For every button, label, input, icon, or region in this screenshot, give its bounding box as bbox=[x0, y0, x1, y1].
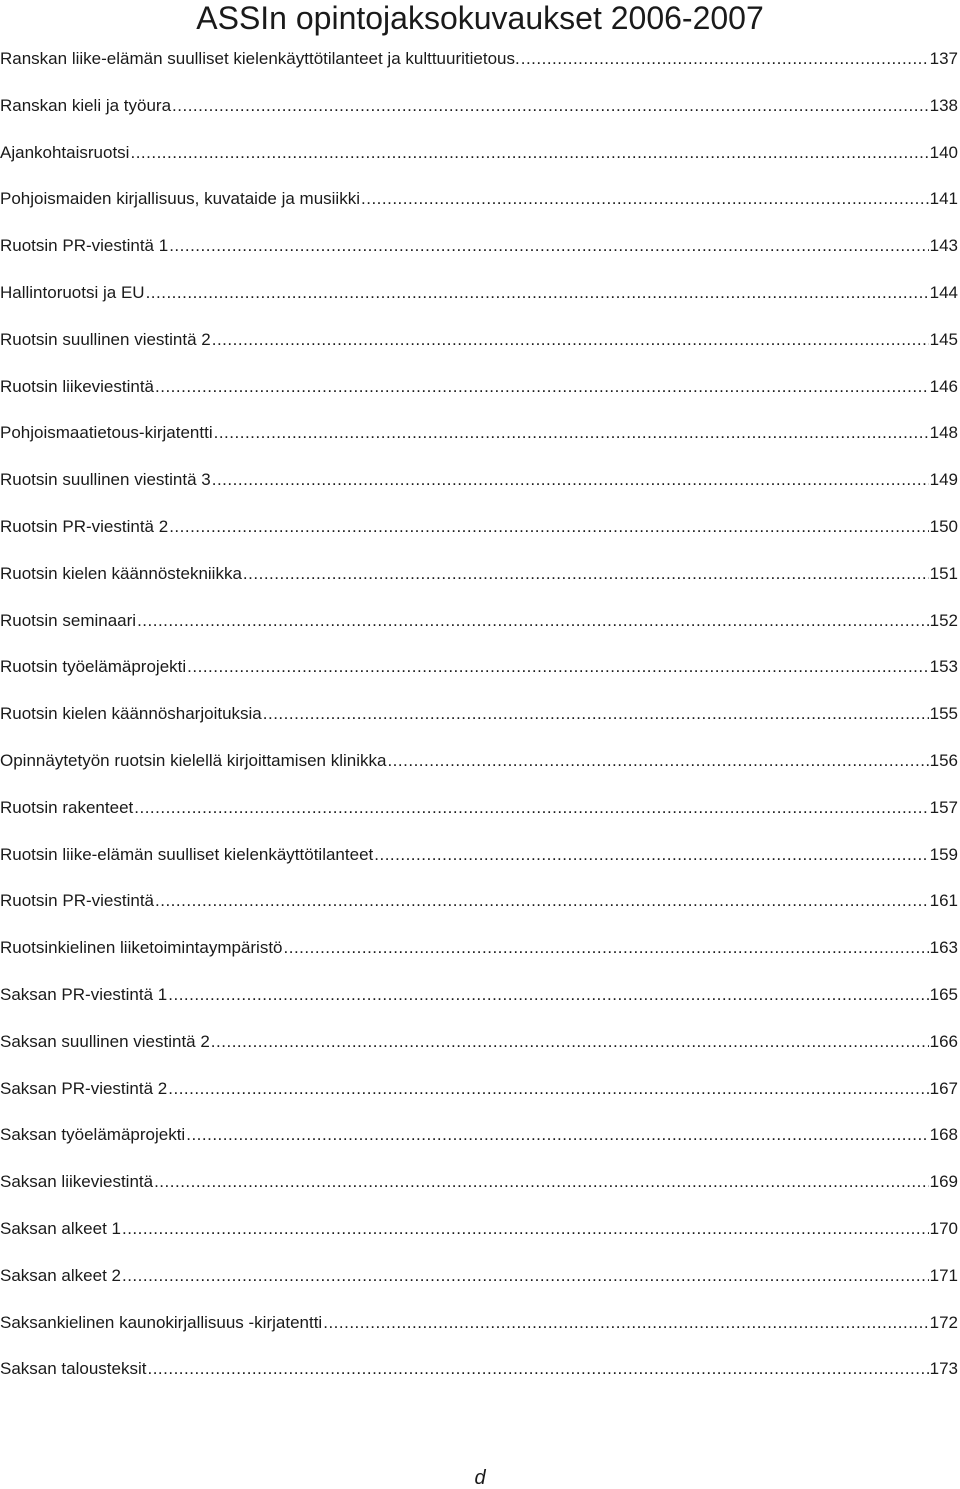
dot-leader bbox=[168, 982, 928, 1008]
toc-entry[interactable] bbox=[0, 654, 958, 701]
dot-leader bbox=[137, 608, 929, 634]
dot-leader bbox=[521, 46, 929, 72]
dot-leader bbox=[374, 842, 928, 868]
toc-entry[interactable] bbox=[0, 1029, 958, 1076]
toc-entry-page: 152 bbox=[929, 610, 958, 630]
toc-entry-title: Ruotsin liikeviestintä bbox=[0, 376, 155, 396]
toc-entry-title: Ruotsin työelämäprojekti bbox=[0, 657, 187, 677]
toc-entry-title: Pohjoismaatietous-kirjatentti bbox=[0, 423, 213, 443]
toc-entry-page: 145 bbox=[929, 329, 958, 349]
dot-leader bbox=[263, 701, 929, 727]
toc-entry-page: 137 bbox=[929, 49, 958, 68]
toc-entry-title: Saksan liikeviestintä bbox=[0, 1172, 154, 1192]
toc-entry-page: 151 bbox=[929, 563, 958, 583]
toc-entry-title: Ruotsin kielen käännösharjoituksia bbox=[0, 704, 262, 724]
toc-entry-title: Ajankohtaisruotsi bbox=[0, 142, 130, 162]
toc-entry-title: Saksan alkeet 2 bbox=[0, 1265, 121, 1285]
toc-entry-title: Ruotsin rakenteet bbox=[0, 797, 134, 817]
toc-entry[interactable] bbox=[0, 701, 958, 748]
toc-entry-page: 153 bbox=[929, 657, 958, 677]
toc-entry[interactable] bbox=[0, 795, 958, 842]
toc-entry-title: Saksan PR-viestintä 2 bbox=[0, 1078, 168, 1098]
toc-entry-page: 146 bbox=[929, 376, 958, 396]
dot-leader bbox=[130, 140, 928, 166]
toc-entry[interactable] bbox=[0, 420, 958, 467]
toc-entry-page: 155 bbox=[929, 704, 958, 724]
toc-entry-page: 168 bbox=[929, 1125, 958, 1145]
toc-entry-page: 144 bbox=[929, 282, 958, 302]
dot-leader bbox=[147, 1356, 928, 1382]
dot-leader bbox=[186, 1122, 928, 1148]
toc-entry-page: 143 bbox=[929, 236, 958, 256]
toc-entry-page: 163 bbox=[929, 938, 958, 958]
dot-leader bbox=[154, 1169, 929, 1195]
toc-entry-page: 173 bbox=[929, 1359, 958, 1379]
toc-entry-title: Ruotsin liike-elämän suulliset kielenkäyttötilanteet bbox=[0, 844, 374, 864]
toc-entry[interactable] bbox=[0, 1076, 958, 1123]
toc-entry[interactable] bbox=[0, 1310, 958, 1357]
toc-entry-title: Saksankielinen kaunokirjallisuus -kirjatentti bbox=[0, 1312, 323, 1332]
toc-entry-title: Ruotsin kielen käännöstekniikka bbox=[0, 563, 242, 583]
dot-leader bbox=[122, 1216, 929, 1242]
table-of-contents bbox=[0, 46, 958, 1403]
toc-entry-title: Ruotsin suullinen viestintä 2 bbox=[0, 329, 211, 349]
toc-entry-page: 161 bbox=[929, 891, 958, 911]
toc-entry-title: Ranskan liike-elämän suulliset kielenkäyttötilanteet ja kulttuuritietous. bbox=[0, 49, 520, 68]
dot-leader bbox=[122, 1263, 929, 1289]
dot-leader bbox=[212, 467, 929, 493]
toc-entry-page: 171 bbox=[929, 1265, 958, 1285]
toc-entry[interactable] bbox=[0, 888, 958, 935]
toc-entry-title: Opinnäytetyön ruotsin kielellä kirjoittamisen klinikka bbox=[0, 750, 387, 770]
toc-entry-title: Saksan työelämäprojekti bbox=[0, 1125, 186, 1145]
toc-entry-title: Hallintoruotsi ja EU bbox=[0, 282, 145, 302]
toc-entry-page: 138 bbox=[929, 95, 958, 115]
toc-entry-page: 141 bbox=[929, 189, 958, 209]
toc-entry-page: 167 bbox=[929, 1078, 958, 1098]
toc-entry[interactable] bbox=[0, 1356, 958, 1403]
toc-entry-title: Ruotsinkielinen liiketoimintaympäristö bbox=[0, 938, 283, 958]
dot-leader bbox=[134, 795, 928, 821]
page-title: ASSIn opintojaksokuvaukset 2006-2007 bbox=[196, 0, 764, 36]
toc-entry-page: 169 bbox=[929, 1172, 958, 1192]
dot-leader bbox=[214, 420, 929, 446]
toc-entry-page: 165 bbox=[929, 984, 958, 1004]
dot-leader bbox=[361, 186, 929, 212]
dot-leader bbox=[387, 748, 928, 774]
toc-entry-title: Ruotsin seminaari bbox=[0, 610, 137, 630]
toc-entry[interactable] bbox=[0, 748, 958, 795]
toc-entry[interactable] bbox=[0, 982, 958, 1029]
page-mark: d bbox=[474, 1467, 486, 1489]
toc-entry[interactable] bbox=[0, 374, 958, 421]
toc-entry-title: Ruotsin PR-viestintä bbox=[0, 891, 155, 911]
toc-entry-title: Saksan alkeet 1 bbox=[0, 1218, 121, 1238]
dot-leader bbox=[168, 1076, 928, 1102]
toc-entry[interactable] bbox=[0, 93, 958, 140]
toc-entry[interactable] bbox=[0, 140, 958, 187]
toc-entry[interactable] bbox=[0, 327, 958, 374]
toc-entry-title: Saksan talousteksit bbox=[0, 1359, 147, 1379]
dot-leader bbox=[187, 654, 928, 680]
dot-leader bbox=[169, 233, 928, 259]
dot-leader bbox=[146, 280, 929, 306]
toc-entry[interactable] bbox=[0, 1263, 958, 1310]
toc-entry-page: 172 bbox=[929, 1312, 958, 1332]
dot-leader bbox=[172, 93, 929, 119]
toc-entry-title: Ruotsin PR-viestintä 1 bbox=[0, 236, 169, 256]
toc-entry-page: 166 bbox=[929, 1031, 958, 1051]
toc-entry[interactable] bbox=[0, 186, 958, 233]
toc-entry-page: 140 bbox=[929, 142, 958, 162]
toc-entry-page: 159 bbox=[929, 844, 958, 864]
toc-entry[interactable] bbox=[0, 514, 958, 561]
dot-leader bbox=[284, 935, 929, 961]
toc-entry-page: 150 bbox=[929, 516, 958, 536]
toc-entry[interactable] bbox=[0, 608, 958, 655]
toc-entry[interactable] bbox=[0, 1169, 958, 1216]
toc-entry-page: 156 bbox=[929, 750, 958, 770]
dot-leader bbox=[212, 327, 929, 353]
toc-entry[interactable] bbox=[0, 1216, 958, 1263]
toc-entry[interactable] bbox=[0, 935, 958, 982]
dot-leader bbox=[155, 374, 929, 400]
toc-entry-page: 148 bbox=[929, 423, 958, 443]
toc-entry[interactable] bbox=[0, 1122, 958, 1169]
toc-entry-title: Saksan PR-viestintä 1 bbox=[0, 984, 168, 1004]
toc-entry-title: Ranskan kieli ja työura bbox=[0, 95, 172, 115]
dot-leader bbox=[243, 561, 929, 587]
dot-leader bbox=[155, 888, 929, 914]
toc-entry[interactable] bbox=[0, 467, 958, 514]
toc-entry[interactable] bbox=[0, 842, 958, 889]
toc-entry-title: Ruotsin suullinen viestintä 3 bbox=[0, 470, 211, 490]
dot-leader bbox=[211, 1029, 929, 1055]
toc-entry-title: Pohjoismaiden kirjallisuus, kuvataide ja musiikki bbox=[0, 189, 360, 209]
toc-entry-page: 170 bbox=[929, 1218, 958, 1238]
toc-entry[interactable] bbox=[0, 280, 958, 327]
toc-entry-page: 157 bbox=[929, 797, 958, 817]
toc-entry-title: Ruotsin PR-viestintä 2 bbox=[0, 516, 169, 536]
toc-entry-page: 149 bbox=[929, 470, 958, 490]
toc-entry-title: Saksan suullinen viestintä 2 bbox=[0, 1031, 210, 1051]
dot-leader bbox=[169, 514, 928, 540]
toc-entry[interactable] bbox=[0, 561, 958, 608]
toc-entry[interactable] bbox=[0, 233, 958, 280]
dot-leader bbox=[323, 1310, 928, 1336]
toc-entry[interactable] bbox=[0, 46, 958, 93]
